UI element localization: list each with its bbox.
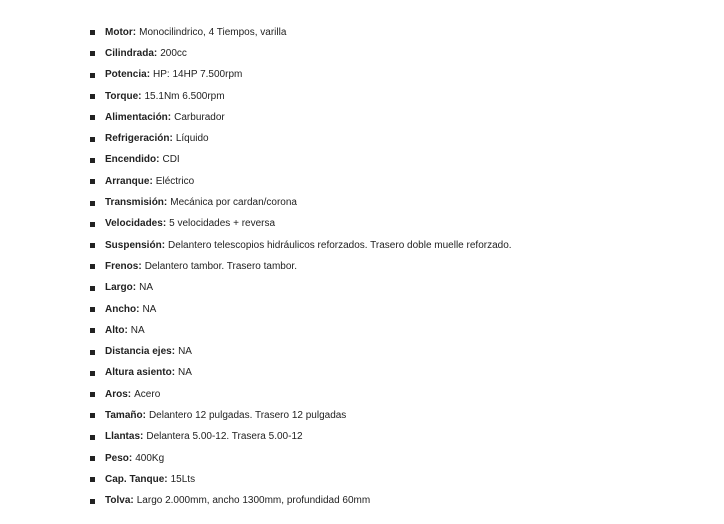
spec-separator: : [146,69,151,81]
spec-item [90,107,710,128]
spec-value: 200cc [160,47,187,59]
bullet-icon [90,94,95,99]
spec-separator: : [167,111,172,123]
spec-value: NA [178,346,192,358]
bullet-icon [90,115,95,120]
spec-separator: : [124,324,128,336]
bullet-icon [90,307,95,312]
spec-item [90,299,710,320]
spec-item [90,192,710,213]
spec-label: Transmisión [105,197,164,209]
spec-item [90,171,710,192]
bullet-icon [90,30,95,35]
spec-value: 15Lts [170,473,196,485]
bullet-icon [90,137,95,142]
spec-item [90,43,710,64]
spec-item [90,491,710,512]
bullet-icon [90,456,95,461]
bullet-icon [90,222,95,227]
bullet-icon [90,371,95,376]
spec-value: Delantera 5.00-12. Trasera 5.00-12 [146,431,303,443]
spec-separator: : [169,133,173,145]
spec-label: Suspensión [105,239,162,251]
bullet-icon [90,392,95,397]
spec-item [90,427,710,448]
bullet-icon [90,243,95,248]
spec-separator: : [138,260,142,272]
bullet-icon [90,435,95,440]
spec-value: Delantero 12 pulgadas. Trasero 12 pulgadas [148,409,347,421]
spec-value: 5 velocidades + reversa [169,218,276,230]
spec-value: Eléctrico [155,175,195,187]
spec-separator: : [161,239,166,251]
spec-item [90,22,710,43]
spec-item [90,469,710,490]
spec-item [90,150,710,171]
bullet-icon [90,73,95,78]
spec-separator: : [130,495,134,507]
spec-label: Alimentación [105,111,168,123]
spec-label: Potencia [105,69,147,81]
spec-value: Monocilindrico, 4 Tiempos, varilla [139,26,287,38]
spec-item [90,384,710,405]
spec-separator: : [136,303,140,315]
spec-list [90,22,710,512]
bullet-icon [90,413,95,418]
spec-item [90,320,710,341]
spec-item [90,256,710,277]
spec-value: Carburador [174,111,225,123]
bullet-icon [90,201,95,206]
spec-item [90,86,710,107]
spec-label: Arranque [105,175,150,187]
spec-item [90,128,710,149]
spec-label: Tolva [105,495,131,507]
spec-label: Aros [105,388,128,400]
bullet-icon [90,51,95,56]
spec-separator: : [142,409,146,421]
spec-value: Delantero tambor. Trasero tambor. [144,260,297,272]
spec-label: Cilindrada [105,47,154,59]
spec-label: Velocidades [105,218,163,230]
spec-value: NA [142,303,157,315]
spec-item [90,448,710,469]
spec-value: CDI [162,154,180,166]
spec-label: Encendido [105,154,157,166]
spec-label: Ancho [105,303,137,315]
spec-value: HP: 14HP 7.500rpm [153,69,243,81]
spec-label: Peso [105,452,129,464]
spec-item [90,405,710,426]
bullet-icon [90,264,95,269]
bullet-icon [90,350,95,355]
spec-value: 15.1Nm 6.500rpm [144,90,225,102]
bullet-icon [90,179,95,184]
spec-separator: : [149,175,153,187]
spec-value: Acero [134,388,161,400]
bullet-icon [90,286,95,291]
spec-value: NA [139,282,154,294]
spec-separator: : [132,26,137,38]
spec-separator: : [132,282,137,294]
spec-label: Tamaño [105,409,143,421]
spec-label: Refrigeración [105,133,170,145]
spec-item [90,341,710,362]
spec-separator: : [163,197,168,209]
spec-separator: : [156,154,160,166]
bullet-icon [90,328,95,333]
spec-item [90,65,710,86]
spec-value: Largo 2.000mm, ancho 1300mm, profundidad 60mm [136,495,371,507]
spec-separator: : [153,47,158,59]
bullet-icon [90,158,95,163]
spec-value: Líquido [175,133,209,145]
spec-item [90,235,710,256]
spec-item [90,214,710,235]
spec-label: Motor [105,26,133,38]
spec-value: Mecánica por cardan/corona [170,197,297,209]
spec-label: Altura asiento [105,367,172,379]
spec-label: Largo [105,282,133,294]
spec-label: Cap. Tanque [105,473,165,485]
spec-label: Frenos [105,260,139,272]
spec-separator: : [164,473,168,485]
spec-label: Alto [105,324,125,336]
spec-separator: : [128,452,133,464]
spec-separator: : [171,367,176,379]
bullet-icon [90,477,95,482]
spec-label: Llantas [105,431,141,443]
bullet-icon [90,499,95,504]
spec-item [90,363,710,384]
spec-item [90,278,710,299]
spec-separator: : [162,218,167,230]
spec-value: 400Kg [135,452,165,464]
spec-separator: : [171,346,176,358]
spec-value: NA [130,324,145,336]
spec-separator: : [140,431,144,443]
spec-label: Torque [105,90,139,102]
spec-separator: : [138,90,142,102]
spec-value: Delantero telescopios hidráulicos reforzados. Trasero doble muelle reforzado. [168,239,512,251]
spec-separator: : [127,388,132,400]
spec-label: Distancia ejes [105,346,172,358]
spec-value: NA [178,367,192,379]
